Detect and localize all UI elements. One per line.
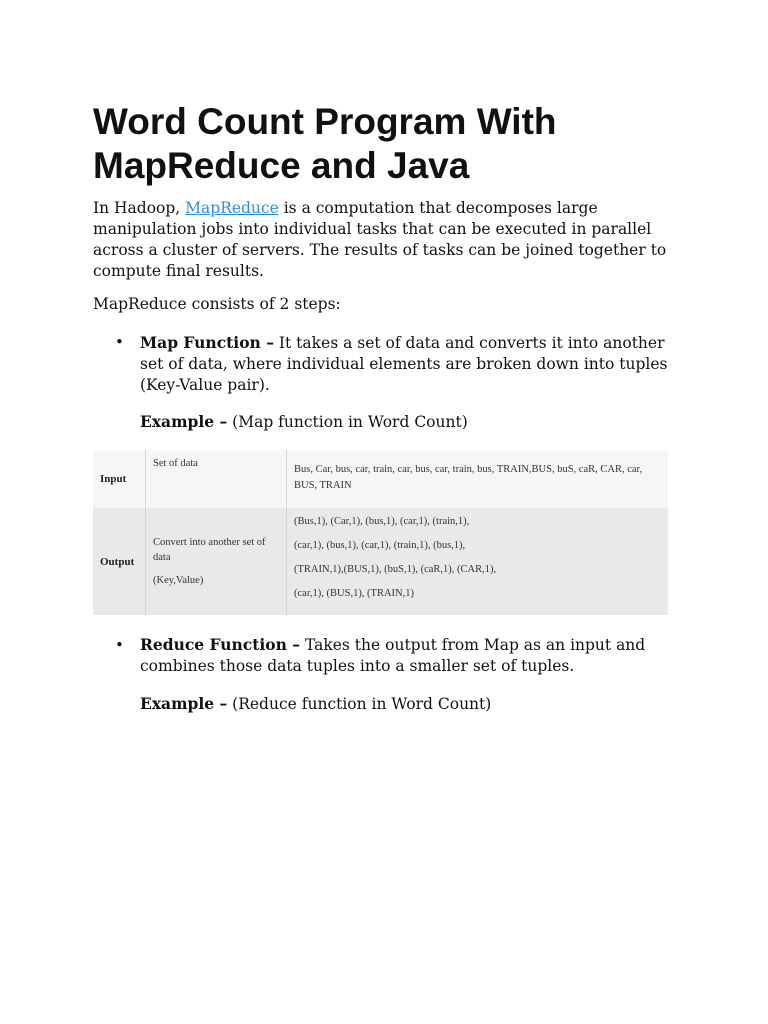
mapreduce-link[interactable]: MapReduce	[185, 199, 279, 217]
example-text: (Map function in Word Count)	[227, 413, 468, 431]
map-example-table	[93, 450, 668, 615]
table-row-input	[93, 450, 668, 508]
reduce-function-item	[140, 634, 680, 677]
reduce-example	[140, 693, 680, 715]
example-label: Example –	[140, 694, 228, 713]
input-desc: Set of data	[146, 450, 287, 508]
reduce-function-text: Takes the output from Map as an input and combines those data tuples into a smaller set of tuples.	[140, 636, 646, 675]
intro-text-rest: is a computation that decomposes large manipulation jobs into individual tasks that can be executed in parallel across a cluster of servers. The results of tasks can be joined together to compute final results.	[93, 199, 667, 280]
bullet-icon: •	[115, 333, 124, 351]
example-text: (Reduce function in Word Count)	[227, 695, 492, 713]
reduce-function-label: Reduce Function –	[140, 635, 301, 654]
bullet-icon: •	[115, 636, 124, 654]
output-desc-text: Convert into another set of data	[153, 537, 266, 563]
output-key-value: (Key,Value)	[153, 575, 204, 586]
output-desc	[146, 508, 287, 615]
map-example	[140, 411, 680, 433]
input-header: Input	[93, 450, 146, 508]
output-line: (car,1), (BUS,1), (TRAIN,1)	[294, 588, 415, 599]
output-value	[287, 508, 669, 615]
output-line: (car,1), (bus,1), (car,1), (train,1), (bus,1),	[294, 540, 466, 551]
output-line: (TRAIN,1),(BUS,1), (buS,1), (caR,1), (CAR,1),	[294, 564, 497, 575]
example-label: Example –	[140, 412, 228, 431]
input-value: Bus, Car, bus, car, train, car, bus, car, train, bus, TRAIN,BUS, buS, caR, CAR, car, BUS, TRAIN	[294, 464, 643, 491]
map-function-label: Map Function –	[140, 333, 274, 352]
intro-text: In Hadoop,	[93, 199, 186, 217]
output-line: (Bus,1), (Car,1), (bus,1), (car,1), (train,1),	[294, 516, 470, 527]
map-function-item	[140, 332, 680, 396]
output-header: Output	[93, 508, 146, 615]
table-row-output	[93, 508, 668, 615]
steps-intro: MapReduce consists of 2 steps:	[93, 295, 341, 313]
page-title: Word Count Program With MapReduce and Java	[93, 101, 557, 186]
map-function-text: It takes a set of data and converts it into another set of data, where individual elements are broken down into tuples (Key-Value pair).	[140, 334, 668, 394]
intro-paragraph	[93, 198, 683, 282]
